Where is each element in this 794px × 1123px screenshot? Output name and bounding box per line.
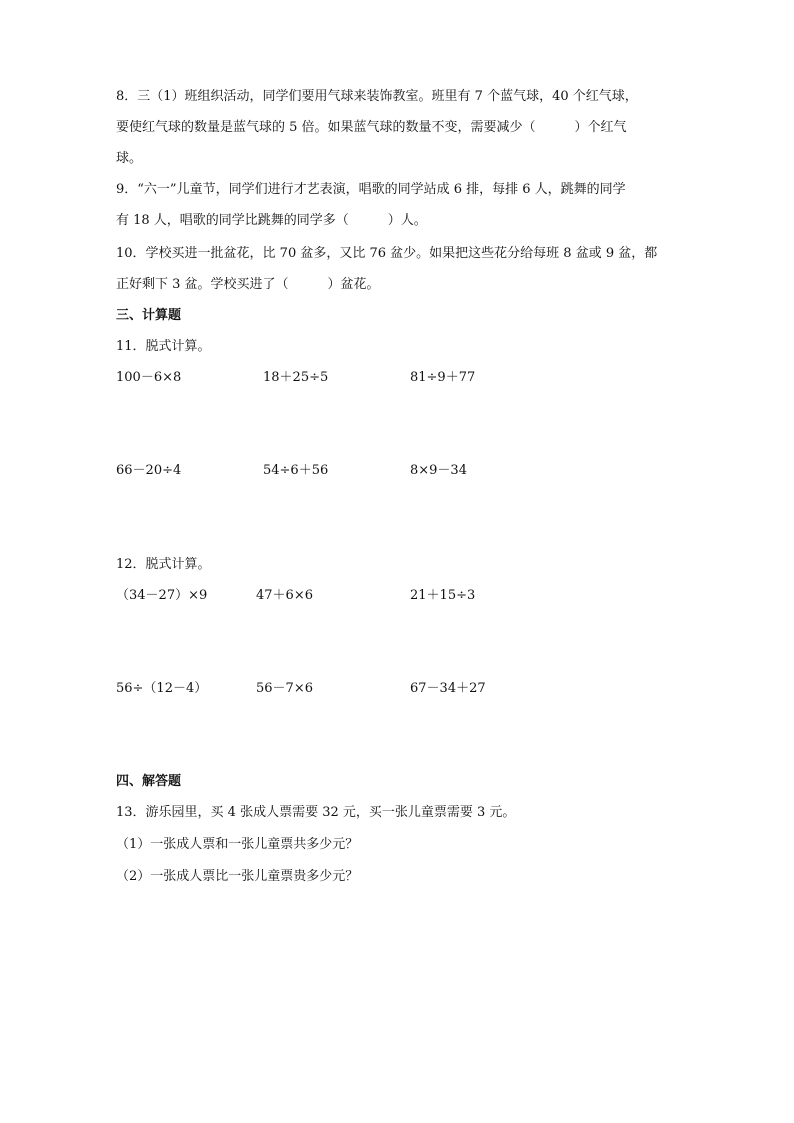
q13-sub-2: （2）一张成人票比一张儿童票贵多少元？ [116, 869, 359, 884]
q11-expr-5: 54÷6＋56 [263, 463, 329, 478]
q8-line-3: 球。 [116, 151, 143, 166]
q11-expr-2: 18＋25÷5 [263, 370, 329, 385]
q8-line-1: 8．三（1）班组织活动，同学们要用气球来装饰教室。班里有 7 个蓝气球，40 个红气球， [116, 89, 638, 104]
q12-title: 12．脱式计算。 [116, 557, 211, 572]
q8-line-2: 要使红气球的数量是蓝气球的 5 倍。如果蓝气球的数量不变，需要减少（ ）个红气 [116, 120, 627, 135]
section-4-title: 四、解答题 [116, 774, 182, 789]
q10-line-1: 10．学校买进一批盆花，比 70 盆多，又比 76 盆少。如果把这些花分给每班 8 盆或 9 盆，都 [116, 246, 658, 261]
q11-expr-3: 81÷9＋77 [410, 370, 476, 385]
q11-expr-6: 8×9－34 [410, 463, 467, 478]
q13-sub-1: （1）一张成人票和一张儿童票共多少元？ [116, 837, 359, 852]
q12-expr-6: 67－34＋27 [410, 681, 486, 696]
q12-expr-1: （34－27）×9 [116, 588, 208, 603]
q10-line-2: 正好剩下 3 盆。学校买进了（ ）盆花。 [116, 277, 380, 292]
section-3-title: 三、计算题 [116, 308, 182, 323]
q9-line-1: 9．“六一”儿童节，同学们进行才艺表演，唱歌的同学站成 6 排，每排 6 人，跳舞的同学 [116, 182, 626, 197]
q12-expr-2: 47＋6×6 [256, 588, 313, 603]
q12-expr-5: 56－7×6 [256, 681, 313, 696]
q12-expr-4: 56÷（12－4） [116, 681, 208, 696]
q11-title: 11．脱式计算。 [116, 339, 211, 354]
q9-line-2: 有 18 人，唱歌的同学比跳舞的同学多（ ）人。 [116, 213, 427, 228]
q13-stem: 13．游乐园里，买 4 张成人票需要 32 元，买一张儿童票需要 3 元。 [116, 805, 516, 820]
q12-expr-3: 21＋15÷3 [410, 588, 476, 603]
q11-expr-4: 66－20÷4 [116, 463, 182, 478]
q11-expr-1: 100－6×8 [116, 370, 182, 385]
